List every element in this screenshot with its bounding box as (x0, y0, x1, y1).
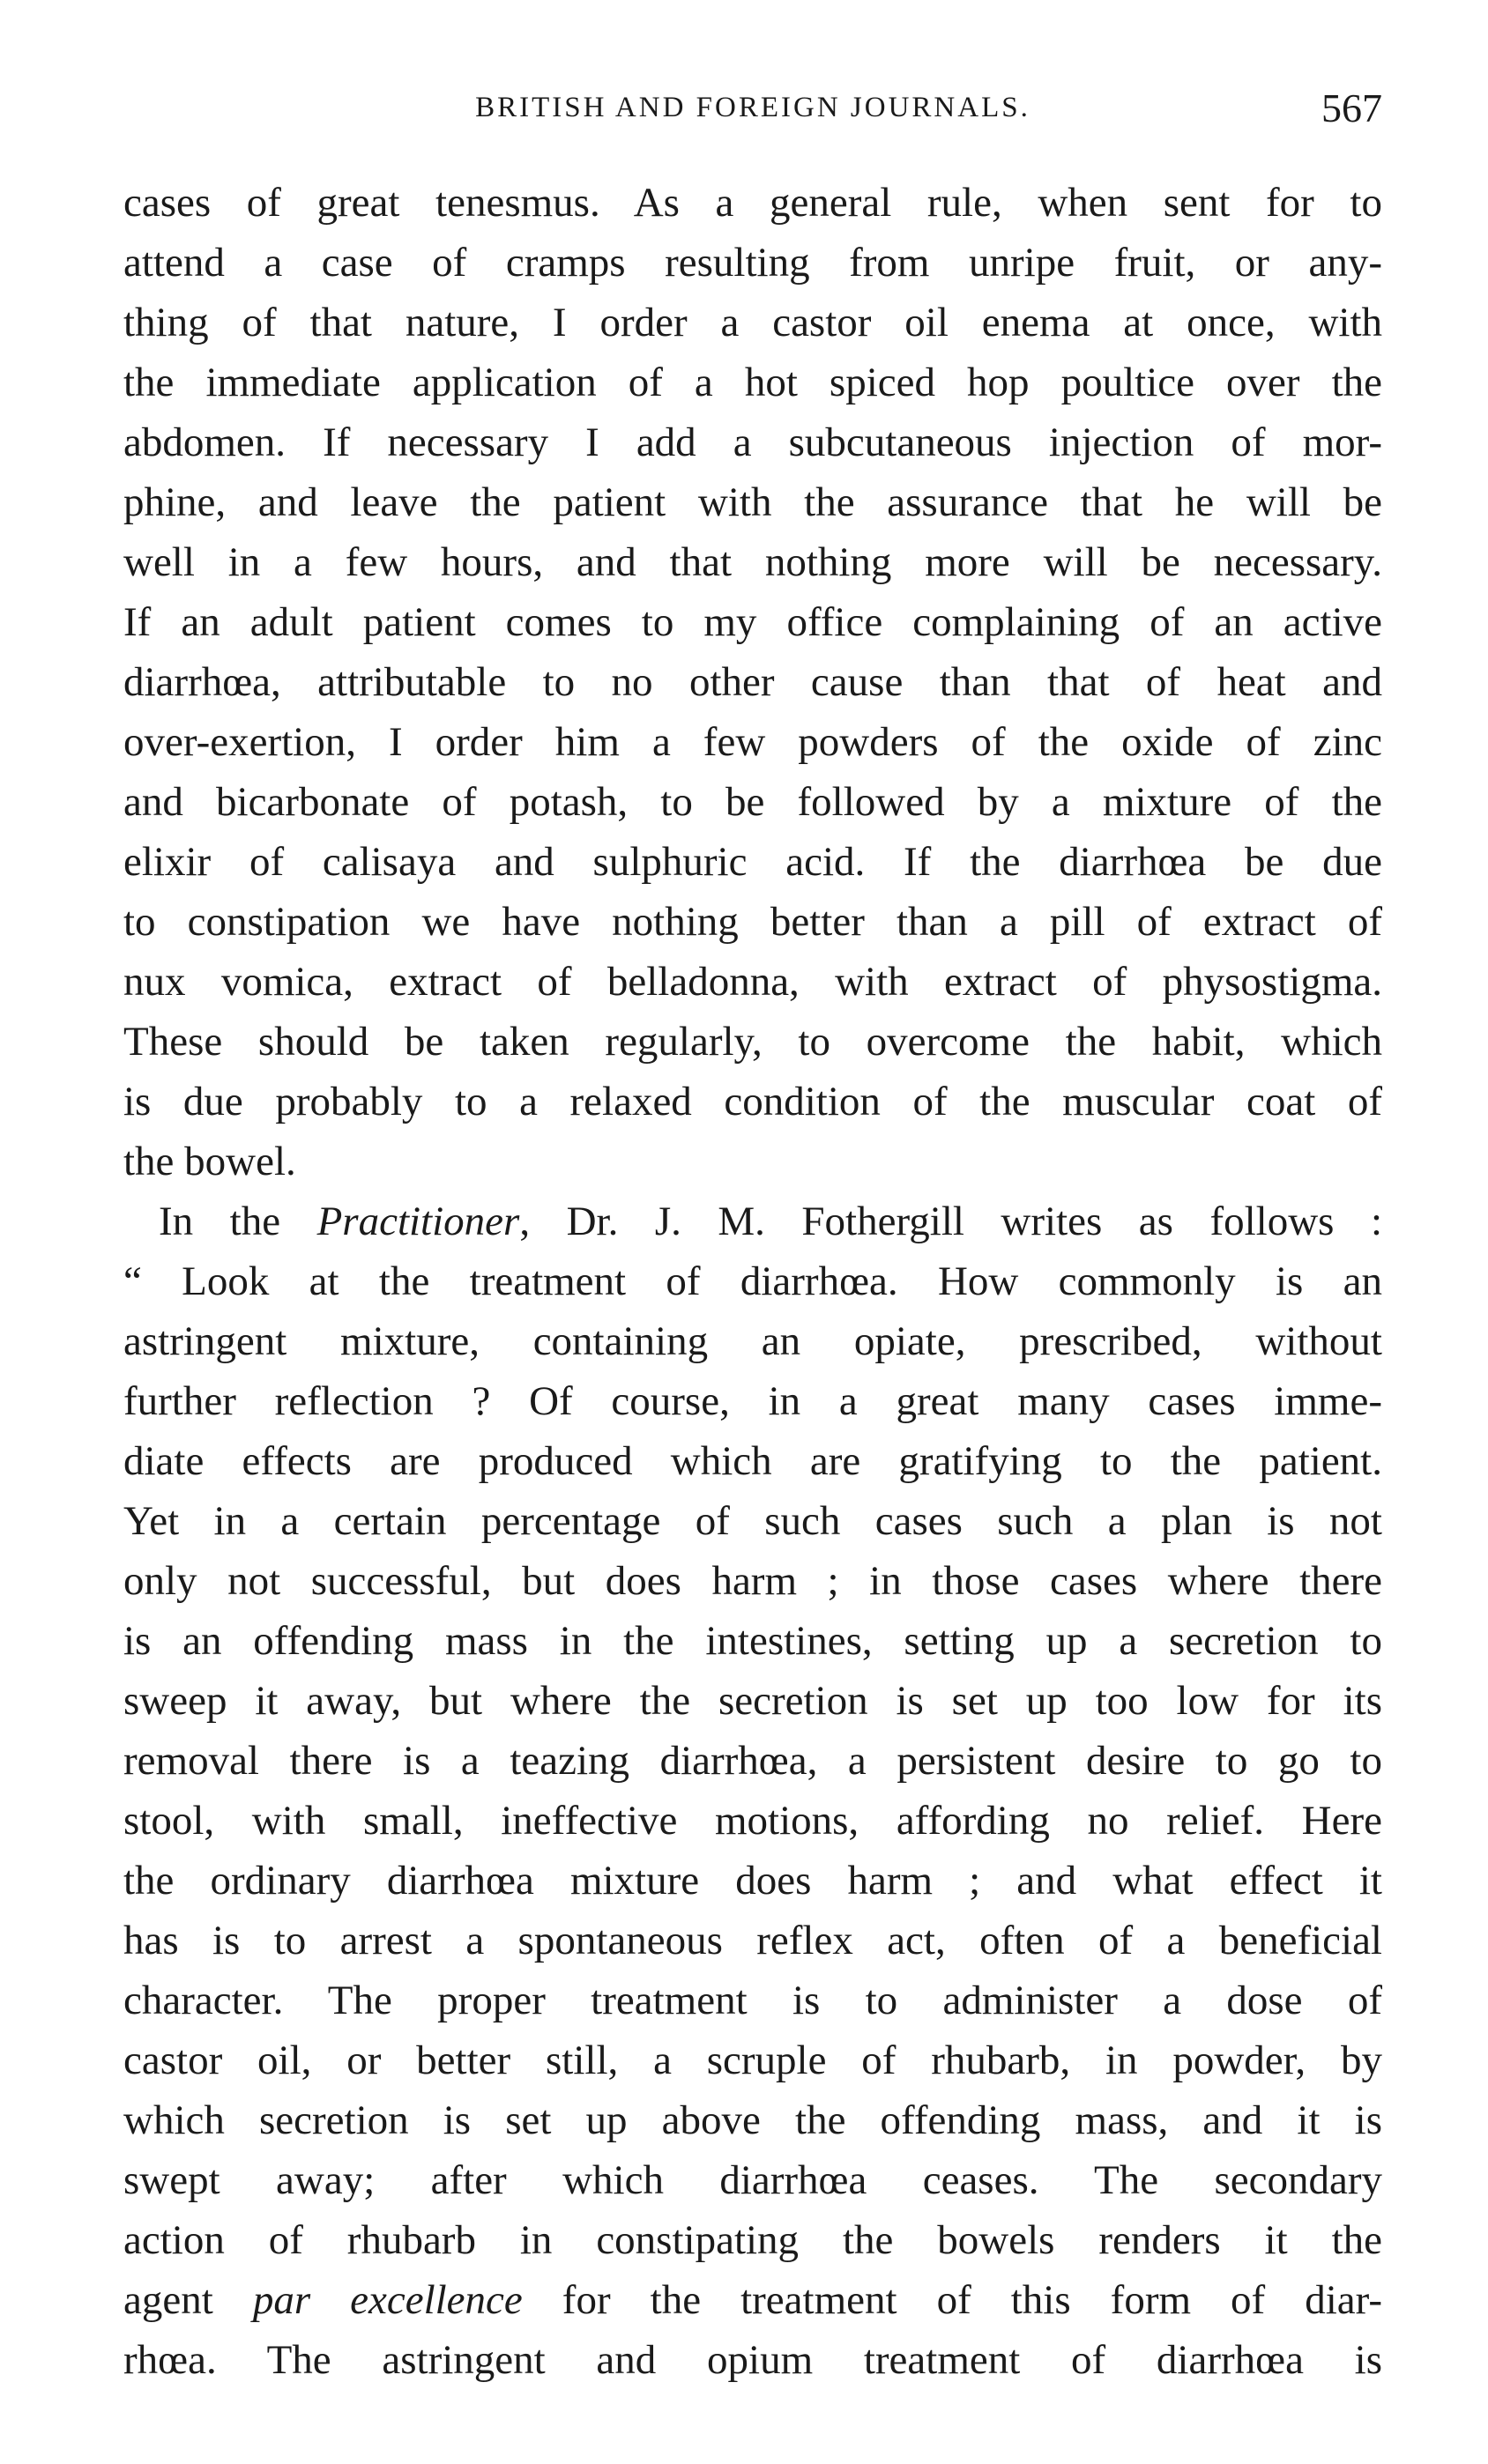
text-line (123, 2330, 1382, 2390)
text-line (123, 1731, 1382, 1791)
text-line (123, 2090, 1382, 2150)
line-text: castor oil, or better still, a scruple of rhubarb, in powder, by (123, 2037, 1382, 2083)
text-line (123, 712, 1382, 772)
running-head (123, 85, 1382, 137)
line-text: removal there is a teazing diarrhœa, a persistent desire to go to (123, 1738, 1382, 1784)
text-line (123, 1611, 1382, 1671)
text-line (123, 1191, 1382, 1251)
line-text: and bicarbonate of potash, to be followed by a mixture of the (123, 779, 1382, 825)
line-text: sweep it away, but where the secretion is set up too low for its (123, 1678, 1382, 1724)
line-text: the bowel. (123, 1139, 296, 1184)
line-text: for the treatment of this form of diar- (522, 2277, 1382, 2323)
line-text: to constipation we have nothing better than a pill of extract of (123, 899, 1382, 945)
line-text: cases of great tenesmus. As a general rule, when sent for to (123, 180, 1382, 226)
text-line (123, 1970, 1382, 2030)
text-line (123, 1311, 1382, 1371)
line-text: is due probably to a relaxed condition of the muscular coat of (123, 1079, 1382, 1124)
italic-text: Practitioner (316, 1199, 520, 1244)
text-line (123, 952, 1382, 1012)
line-text: nux vomica, extract of belladonna, with extract of physostigma. (123, 959, 1382, 1005)
line-text: swept away; after which diarrhœa ceases. The secondary (123, 2157, 1382, 2203)
line-text: , Dr. J. M. Fothergill writes as follows : (519, 1199, 1382, 1244)
text-line (123, 1072, 1382, 1132)
text-line (123, 173, 1382, 233)
text-line (123, 1431, 1382, 1491)
text-line (123, 1851, 1382, 1911)
italic-text: par excellence (252, 2277, 523, 2323)
line-text: abdomen. If necessary I add a subcutaneous injection of mor- (123, 419, 1382, 465)
text-line (123, 233, 1382, 293)
line-text: thing of that nature, I order a castor oil enema at once, with (123, 300, 1382, 345)
line-text: has is to arrest a spontaneous reflex act, often of a beneficial (123, 1918, 1382, 1963)
line-text: is an offending mass in the intestines, setting up a secretion to (123, 1618, 1382, 1664)
line-text: astringent mixture, containing an opiate, prescribed, without (123, 1318, 1382, 1364)
line-text: “ Look at the treatment of diarrhœa. How commonly is an (123, 1258, 1382, 1304)
line-text: rhœa. The astringent and opium treatment of diarrhœa is (123, 2337, 1382, 2383)
line-text: elixir of calisaya and sulphuric acid. If the diarrhœa be due (123, 839, 1382, 885)
line-text: In the (159, 1199, 317, 1244)
line-text: diarrhœa, attributable to no other cause than that of heat and (123, 659, 1382, 705)
line-text: only not successful, but does harm ; in those cases where there (123, 1558, 1382, 1604)
running-title: BRITISH AND FOREIGN JOURNALS. (475, 92, 1030, 123)
line-text: attend a case of cramps resulting from unripe fruit, or any- (123, 240, 1382, 286)
line-text: diate effects are produced which are gratifying to the patient. (123, 1438, 1382, 1484)
text-line (123, 1551, 1382, 1611)
text-line (123, 1911, 1382, 1970)
line-text: stool, with small, ineffective motions, affording no relief. Here (123, 1798, 1382, 1844)
text-line (123, 772, 1382, 832)
text-line (123, 472, 1382, 532)
text-line (123, 1132, 1382, 1191)
text-line (123, 592, 1382, 652)
text-line (123, 1012, 1382, 1072)
text-line (123, 412, 1382, 472)
page-number: 567 (1321, 85, 1382, 130)
line-text: character. The proper treatment is to administer a dose of (123, 1978, 1382, 2023)
text-line (123, 353, 1382, 412)
text-line (123, 2270, 1382, 2330)
line-text: action of rhubarb in constipating the bowels renders it the (123, 2217, 1382, 2263)
text-line (123, 532, 1382, 592)
line-text: the immediate application of a hot spiced hop poultice over the (123, 360, 1382, 405)
text-line (123, 892, 1382, 952)
text-line (123, 2030, 1382, 2090)
text-line (123, 293, 1382, 353)
text-line (123, 1251, 1382, 1311)
text-line (123, 832, 1382, 892)
text-line (123, 1491, 1382, 1551)
line-text: If an adult patient comes to my office complaining of an active (123, 599, 1382, 645)
line-text: Yet in a certain percentage of such cases such a plan is not (123, 1498, 1382, 1544)
line-text: agent (123, 2277, 253, 2323)
line-text: further reflection ? Of course, in a great many cases imme- (123, 1378, 1382, 1424)
text-line (123, 2150, 1382, 2210)
text-line (123, 652, 1382, 712)
text-line (123, 2210, 1382, 2270)
line-text: well in a few hours, and that nothing more will be necessary. (123, 539, 1382, 585)
body-text (123, 173, 1382, 2390)
line-text: over-exertion, I order him a few powders of the oxide of zinc (123, 719, 1382, 765)
line-text: These should be taken regularly, to overcome the habit, which (123, 1019, 1382, 1065)
line-text: the ordinary diarrhœa mixture does harm ; and what effect it (123, 1858, 1382, 1904)
line-text: phine, and leave the patient with the assurance that he will be (123, 479, 1382, 525)
text-line (123, 1371, 1382, 1431)
text-line (123, 1671, 1382, 1731)
line-text: which secretion is set up above the offending mass, and it is (123, 2097, 1382, 2143)
text-line (123, 1791, 1382, 1851)
